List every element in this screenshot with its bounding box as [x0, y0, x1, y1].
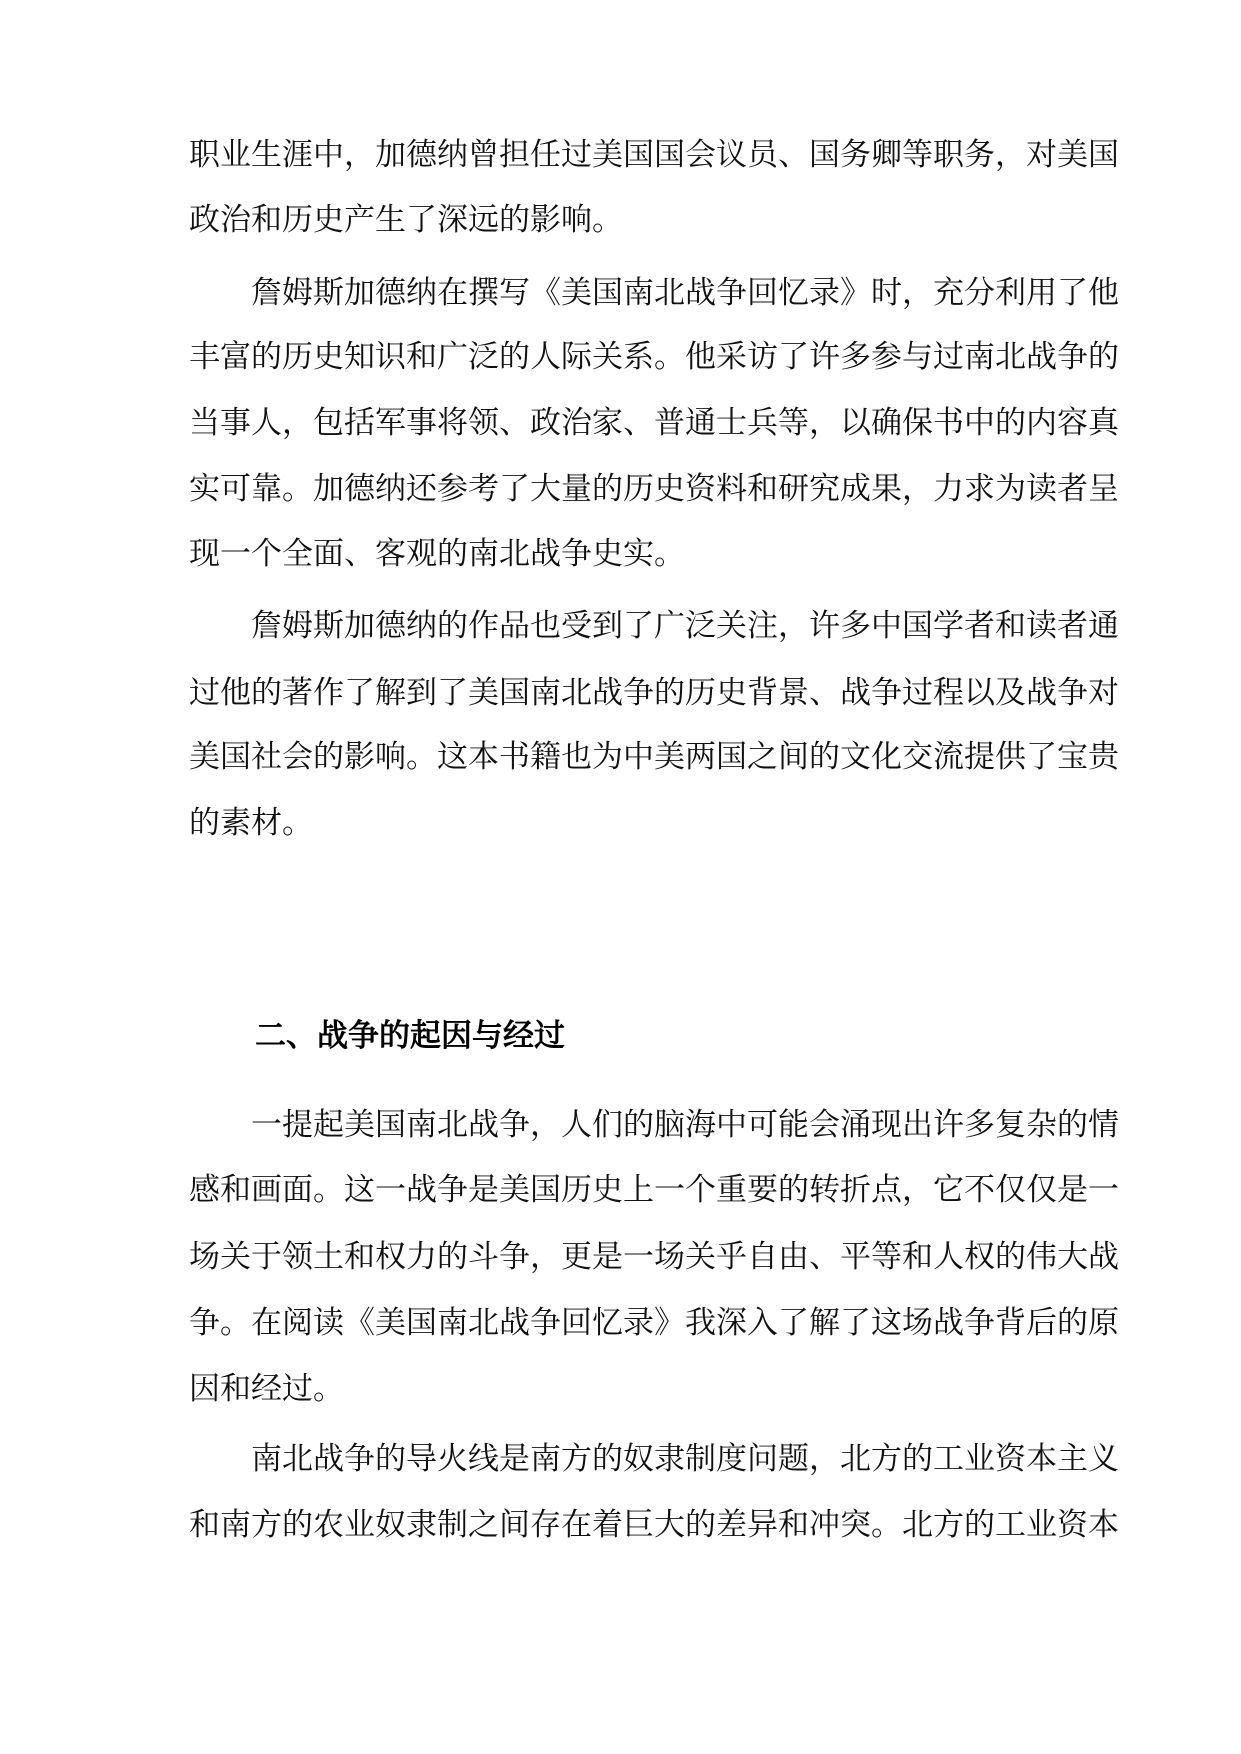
paragraph-line: 詹姆斯加德纳的作品也受到了广泛关注，许多中国学者和读者通	[251, 608, 1119, 644]
paragraph-line: 的素材。	[189, 805, 313, 841]
paragraph-line: 南北战争的导火线是南方的奴隶制度问题，北方的工业资本主义	[251, 1441, 1119, 1477]
paragraph-line: 场关于领土和权力的斗争，更是一场关乎自由、平等和人权的伟大战	[189, 1239, 1119, 1275]
paragraph-line: 和南方的农业奴隶制之间存在着巨大的差异和冲突。北方的工业资本	[189, 1507, 1119, 1543]
paragraph-line: 争。在阅读《美国南北战争回忆录》我深入了解了这场战争背后的原	[189, 1305, 1119, 1341]
paragraph-line: 丰富的历史知识和广泛的人际关系。他采访了许多参与过南北战争的	[189, 339, 1119, 375]
paragraph-line: 实可靠。加德纳还参考了大量的历史资料和研究成果，力求为读者呈	[189, 471, 1119, 507]
paragraph-line: 当事人，包括军事将领、政治家、普通士兵等，以确保书中的内容真	[189, 405, 1119, 441]
paragraph-line: 过他的著作了解到了美国南北战争的历史背景、战争过程以及战争对	[189, 675, 1119, 711]
paragraph-line: 因和经过。	[189, 1371, 344, 1407]
paragraph-line: 感和画面。这一战争是美国历史上一个重要的转折点，它不仅仅是一	[189, 1172, 1119, 1208]
paragraph-line: 职业生涯中，加德纳曾担任过美国国会议员、国务卿等职务，对美国	[189, 137, 1119, 173]
section-heading: 二、战争的起因与经过	[255, 1018, 565, 1054]
paragraph-line: 现一个全面、客观的南北战争史实。	[189, 536, 685, 572]
paragraph-line: 美国社会的影响。这本书籍也为中美两国之间的文化交流提供了宝贵	[189, 739, 1119, 775]
paragraph-line: 一提起美国南北战争，人们的脑海中可能会涌现出许多复杂的情	[251, 1107, 1119, 1143]
paragraph-line: 詹姆斯加德纳在撰写《美国南北战争回忆录》时，充分利用了他	[251, 275, 1119, 311]
paragraph-line: 政治和历史产生了深远的影响。	[189, 202, 623, 238]
